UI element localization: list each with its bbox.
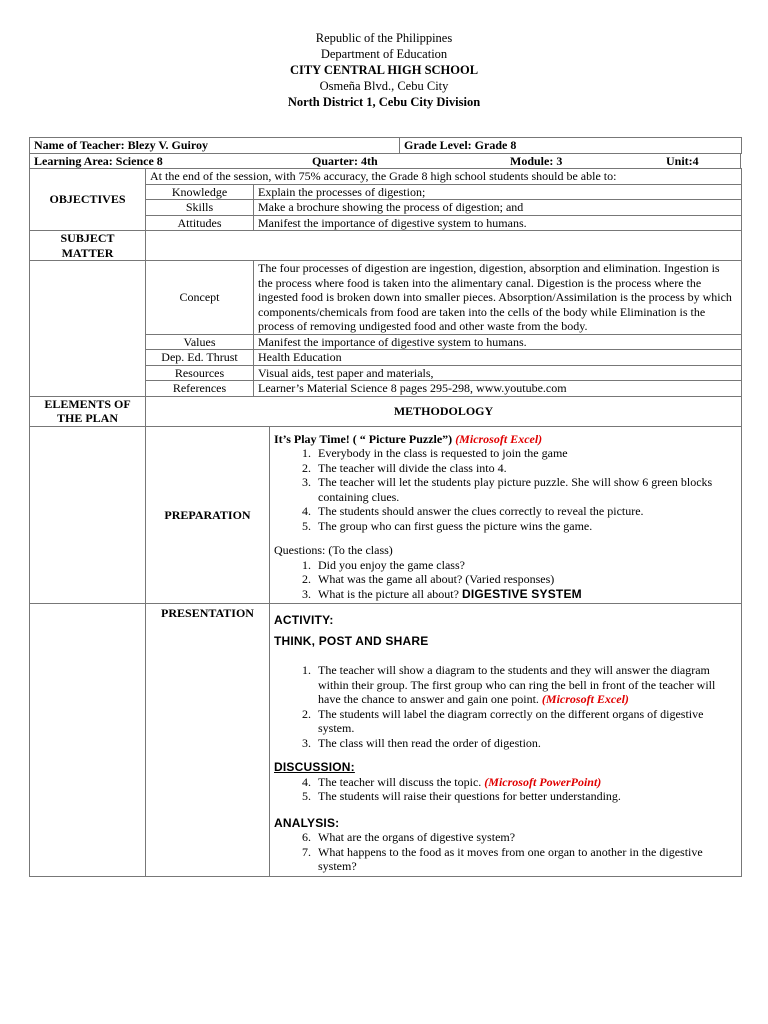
resources-text: Visual aids, test paper and materials, [254, 365, 742, 381]
presentation-label: PRESENTATION [146, 604, 270, 877]
grade-value: Grade 8 [474, 138, 517, 152]
skills-label: Skills [146, 200, 254, 216]
quarter-label: Quarter: [312, 153, 358, 168]
activity-step: 2. The students will label the diagram correctly on the different organs of digestive system. [314, 707, 737, 736]
analysis-steps [274, 830, 737, 874]
info-table [29, 137, 742, 154]
quarter-cell [308, 153, 506, 169]
activity-step: 3. The class will then read the order of digestion. [314, 736, 737, 751]
activity-title: THINK, POST AND SHARE [274, 634, 429, 648]
knowledge-text: Explain the processes of digestion; [254, 184, 742, 200]
elements-label: ELEMENTS OF THE PLAN [30, 396, 146, 426]
subject-matter-label: SUBJECT MATTER [30, 231, 146, 261]
questions-intro: Questions: (To the class) [274, 543, 393, 557]
question-item-3 [314, 587, 737, 602]
concept-label: Concept [146, 261, 254, 335]
preparation-step: 3. The teacher will let the students play picture puzzle. She will show 6 green blocks containing clues. [314, 475, 737, 504]
subject-matter-empty [146, 231, 742, 261]
question-answer: DIGESTIVE SYSTEM [461, 586, 582, 601]
preparation-content [270, 426, 742, 604]
discussion-step: 5. The students will raise their questions for better understanding. [314, 789, 737, 804]
thrust-text: Health Education [254, 350, 742, 366]
resources-label: Resources [146, 365, 254, 381]
area-label: Learning Area: [34, 153, 113, 168]
objectives-intro: At the end of the session, with 75% accuracy, the Grade 8 high school students should be able to: [146, 169, 742, 185]
republic-line: Republic of the Philippines [315, 31, 453, 45]
preparation-steps [274, 446, 737, 533]
references-label: References [146, 381, 254, 397]
quarter-value: 4th [360, 153, 378, 168]
activity-step-1 [314, 663, 737, 707]
department-line: Department of Education [320, 47, 448, 61]
activity-label: ACTIVITY: [274, 613, 334, 627]
school-name: CITY CENTRAL HIGH SCHOOL [289, 63, 479, 77]
document-header [0, 30, 768, 110]
preparation-label [146, 426, 270, 604]
objectives-label: OBJECTIVES [30, 169, 146, 231]
skills-text: Make a brochure showing the process of digestion; and [254, 200, 742, 216]
lesson-plan-table [29, 137, 741, 877]
area-cell [30, 153, 309, 169]
activity-steps [274, 663, 737, 750]
teacher-value: Blezy V. Guiroy [127, 138, 208, 152]
questions-list [274, 558, 737, 602]
analysis-label: ANALYSIS: [274, 815, 340, 830]
discussion-label: DISCUSSION: [274, 760, 355, 774]
grade-cell [400, 138, 742, 154]
discussion-step-tag: (Microsoft PowerPoint) [484, 774, 602, 789]
methodology-label: METHODOLOGY [146, 396, 742, 426]
school-address: Osmeña Blvd., Cebu City [319, 79, 449, 93]
module-label: Module: [510, 153, 554, 168]
attitudes-text: Manifest the importance of digestive system to humans. [254, 215, 742, 231]
analysis-step: 7. What happens to the food as it moves from one organ to another in the digestive system? [314, 845, 737, 874]
analysis-step: 6. What are the organs of digestive system? [314, 830, 737, 845]
unit-label: Unit: [666, 153, 693, 168]
attitudes-label: Attitudes [146, 215, 254, 231]
references-text: Learner’s Material Science 8 pages 295-298, www.youtube.com [254, 381, 742, 397]
module-value: 3 [556, 153, 563, 168]
preparation-step: 4. The students should answer the clues correctly to reveal the picture. [314, 504, 737, 519]
knowledge-label: Knowledge [146, 184, 254, 200]
preparation-title [274, 432, 737, 447]
discussion-step-text: The teacher will discuss the topic. [318, 774, 482, 789]
preparation-title-text: It’s Play Time! ( “ Picture Puzzle”) [274, 431, 453, 446]
preparation-step: 2. The teacher will divide the class into 4. [314, 461, 737, 476]
preparation-step: 5. The group who can first guess the picture wins the game. [314, 519, 737, 534]
presentation-content [270, 604, 742, 877]
discussion-step-4 [314, 775, 737, 790]
activity-step-text: The teacher will show a diagram to the students and they will answer the diagram within their group. The first group who can ring the bell in front of the teacher will have the chance to answer and gain one point. [318, 663, 716, 706]
grade-label: Grade Level: [404, 138, 472, 152]
subject-left-spacer [30, 261, 146, 397]
main-table [29, 168, 742, 397]
area-value: Science 8 [115, 153, 163, 168]
preparation-left-spacer [30, 426, 146, 604]
info-table-2 [29, 153, 741, 170]
question-text: What is the picture all about? [318, 586, 459, 601]
module-cell [506, 153, 662, 169]
activity-step-tag: (Microsoft Excel) [541, 692, 629, 706]
methodology-table [29, 396, 742, 877]
unit-value: 4 [692, 153, 699, 168]
preparation-label-text: PREPARATION [164, 507, 251, 522]
values-text: Manifest the importance of digestive system to humans. [254, 334, 742, 350]
preparation-step: 1. Everybody in the class is requested to join the game [314, 446, 737, 461]
preparation-title-tag: (Microsoft Excel) [455, 431, 543, 446]
question-item: 2. What was the game all about? (Varied responses) [314, 572, 737, 587]
concept-text: The four processes of digestion are ingestion, digestion, absorption and elimination. Ingestion is the process where food is taken into the alimentary canal. Digestion is the process where the ingested food is broken down into smaller pieces. Absorption/Assimilation is the process by which components/chemicals from food are taken into the cells of the body while Elimination is the process of removing undigested food and other waste from the body. [254, 261, 742, 335]
discussion-steps [274, 775, 737, 804]
question-item: 1. Did you enjoy the game class? [314, 558, 737, 573]
unit-cell [662, 153, 741, 169]
division-line: North District 1, Cebu City Division [287, 95, 481, 109]
values-label: Values [146, 334, 254, 350]
teacher-label: Name of Teacher: [34, 138, 125, 152]
teacher-cell [30, 138, 400, 154]
thrust-label: Dep. Ed. Thrust [146, 350, 254, 366]
presentation-left-spacer [30, 604, 146, 877]
